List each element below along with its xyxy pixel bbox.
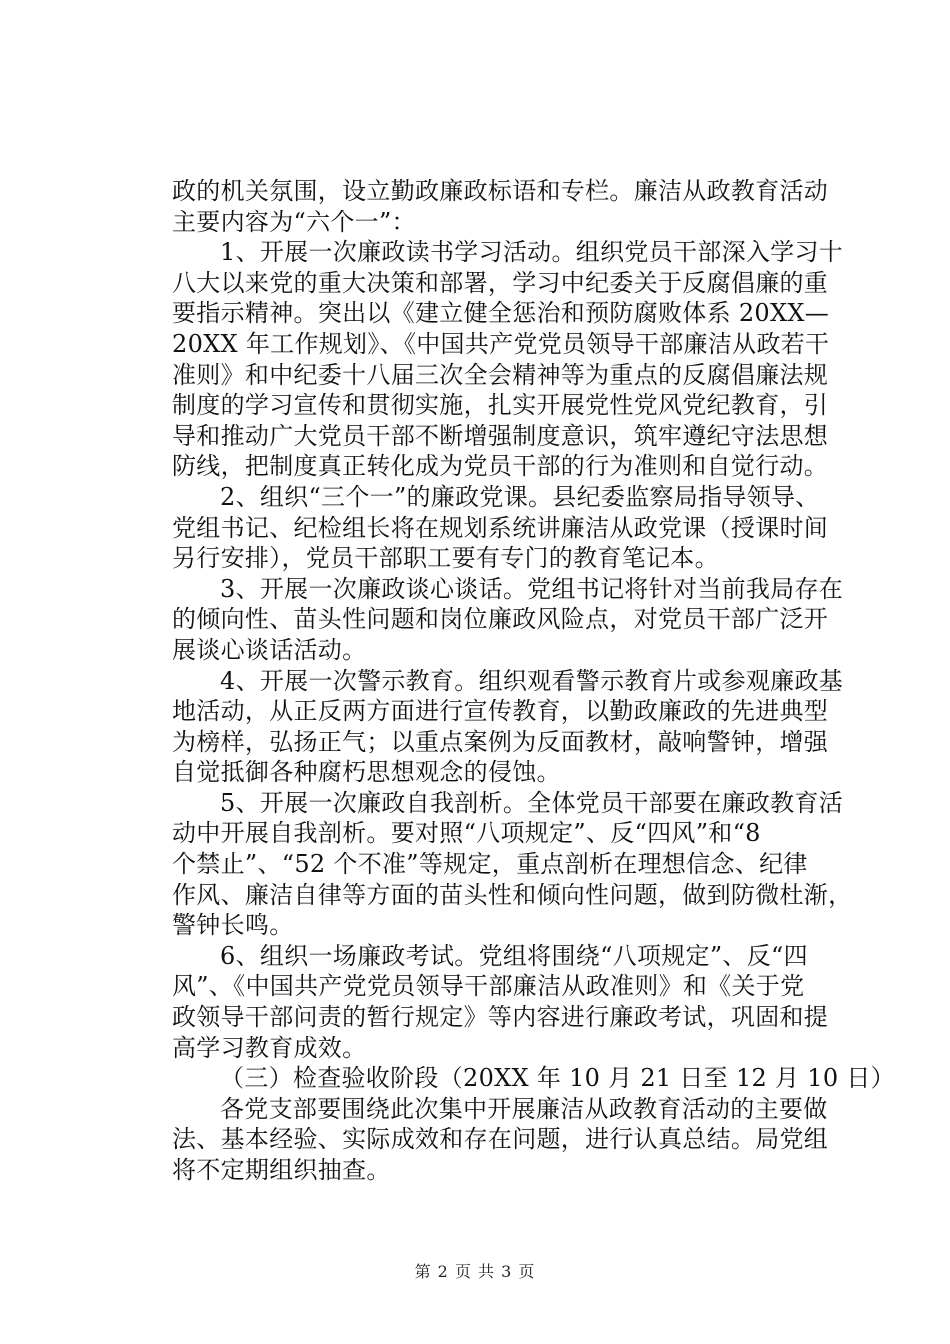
text-line: 的倾向性、苗头性问题和岗位廉政风险点，对党员干部广泛开 xyxy=(172,605,829,634)
text-line: 动中开展自我剖析。要对照“八项规定”、反“四风”和“8 xyxy=(172,819,761,848)
text-line: 警钟长鸣。 xyxy=(172,911,294,940)
text-line: 将不定期组织抽查。 xyxy=(172,1156,391,1184)
text-line: （三）检查验收阶段（20XX 年 10 月 21 日至 12 月 10 日） xyxy=(220,1064,895,1093)
text-line: 另行安排），党员干部职工要有专门的教育笔记本。 xyxy=(172,544,719,573)
text-line: 6、组织一场廉政考试。党组将围绕“八项规定”、反“四 xyxy=(220,941,808,970)
text-line: 4、开展一次警示教育。组织观看警示教育片或参观廉政基 xyxy=(220,666,844,695)
text-line: 各党支部要围绕此次集中开展廉洁从政教育活动的主要做 xyxy=(220,1094,828,1123)
document-body xyxy=(172,176,895,1186)
text-line: 法、基本经验、实际成效和存在问题，进行认真总结。局党组 xyxy=(172,1125,829,1154)
text-line: 准则》和中纪委十八届三次全会精神等为重点的反腐倡廉法规 xyxy=(172,360,829,389)
text-line: 导和推动广大党员干部不断增强制度意识，筑牢遵纪守法思想 xyxy=(172,421,829,450)
text-line: 八大以来党的重大决策和部署，学习中纪委关于反腐倡廉的重 xyxy=(172,268,829,297)
text-line: 为榜样，弘扬正气；以重点案例为反面教材，敲响警钟，增强 xyxy=(172,727,829,756)
text-line: 作风、廉洁自律等方面的苗头性和倾向性问题，做到防微杜渐， xyxy=(172,880,853,909)
text-line: 地活动，从正反两方面进行宣传教育，以勤政廉政的先进典型 xyxy=(172,697,829,726)
text-line: 展谈心谈话活动。 xyxy=(172,635,367,664)
text-line: 政的机关氛围，设立勤政廉政标语和专栏。廉洁从政教育活动 xyxy=(172,177,829,205)
text-line: 个禁止”、“52 个不准”等规定，重点剖析在理想信念、纪律 xyxy=(172,850,808,879)
text-line: 3、开展一次廉政谈心谈话。党组书记将针对当前我局存在 xyxy=(220,574,844,603)
text-line: 5、开展一次廉政自我剖析。全体党员干部要在廉政教育活 xyxy=(220,788,844,817)
text-line: 要指示精神。突出以《建立健全惩治和预防腐败体系 20XX— xyxy=(172,299,830,328)
page-footer: 第 2 页 共 3 页 xyxy=(414,1262,536,1281)
text-line: 制度的学习宣传和贯彻实施，扎实开展党性党风党纪教育，引 xyxy=(172,391,829,420)
text-line: 主要内容为“六个一”： xyxy=(172,207,416,236)
text-line: 20XX 年工作规划》、《中国共产党党员领导干部廉洁从政若干 xyxy=(172,329,830,358)
text-line: 防线，把制度真正转化成为党员干部的行为准则和自觉行动。 xyxy=(172,452,829,481)
text-line: 风”、《中国共产党党员领导干部廉洁从政准则》和《关于党 xyxy=(172,972,805,1001)
text-line: 1、开展一次廉政读书学习活动。组织党员干部深入学习十 xyxy=(220,238,844,267)
text-line: 2、组织“三个一”的廉政党课。县纪委监察局指导领导、 xyxy=(220,482,820,511)
text-line: 自觉抵御各种腐朽思想观念的侵蚀。 xyxy=(172,758,561,787)
text-line: 高学习教育成效。 xyxy=(172,1033,367,1062)
text-line: 党组书记、纪检组长将在规划系统讲廉洁从政党课（授课时间 xyxy=(172,513,829,542)
text-line: 政领导干部问责的暂行规定》等内容进行廉政考试，巩固和提 xyxy=(172,1003,829,1032)
